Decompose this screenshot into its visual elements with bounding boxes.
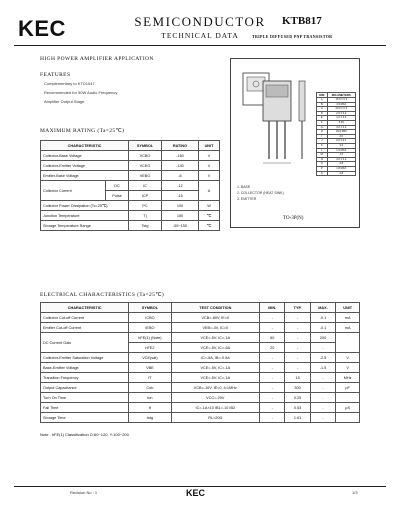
table-row xyxy=(41,393,360,403)
max-rating-table xyxy=(40,140,220,231)
cell-mm: 0.6 ± 0.1 xyxy=(327,139,355,144)
cell-max: - xyxy=(310,343,336,353)
cell-max: - xyxy=(310,413,336,423)
cell-characteristic: Turn On Time xyxy=(41,393,129,403)
column-header: SYMBOL xyxy=(129,303,171,313)
cell-typ: - xyxy=(285,363,310,373)
cell-symbol: fT xyxy=(129,373,171,383)
table-row xyxy=(41,383,360,393)
cell-rating: -55~150 xyxy=(162,221,199,231)
table-row xyxy=(41,413,360,423)
column-header: UNIT xyxy=(336,303,360,313)
cell-dim: I xyxy=(317,134,328,139)
column-header: DIM xyxy=(317,93,328,98)
cell-symbol: VCBO xyxy=(129,151,162,161)
cell-min: 20 xyxy=(260,343,285,353)
cell-unit: ℃ xyxy=(199,211,220,221)
cell-condition: IC=-1A×10 IB1=-10 IB2 xyxy=(171,403,260,413)
cell-mm: 3.2 ± 0.2 xyxy=(327,125,355,130)
column-header: MILLIMETERS xyxy=(327,93,355,98)
column-header: TYP. xyxy=(285,303,310,313)
cell-unit: pF xyxy=(336,383,360,393)
cell-typ: 0.53 xyxy=(285,403,310,413)
cell-typ: - xyxy=(285,323,310,333)
cell-dim: H xyxy=(317,130,328,135)
column-header: MIN. xyxy=(260,303,285,313)
cell-characteristic: Collector Power Dissipation (Tc=25℃) xyxy=(41,201,129,211)
cell-dim: F xyxy=(317,120,328,125)
cell-condition: VCC=-20V xyxy=(171,393,260,403)
cell-symbol: Tstg xyxy=(129,221,162,231)
cell-rating: -15 xyxy=(162,191,199,201)
cell-rating: 100 xyxy=(162,201,199,211)
table-row xyxy=(41,363,360,373)
table-row xyxy=(41,403,360,413)
elec-title: ELECTRICAL CHARACTERISTICS (Ta=25℃) xyxy=(40,292,165,298)
cell-symbol: VBE xyxy=(129,363,171,373)
cell-condition: VCB=-10V, IE=0, f=1MHz xyxy=(171,383,260,393)
table-row xyxy=(41,313,360,323)
column-header: CHARACTERISTIC xyxy=(41,141,129,151)
cell-symbol: VCEO xyxy=(129,161,162,171)
max-rating-title: MAXIMUM RATING (Ta=25℃) xyxy=(40,128,125,134)
elec-rows xyxy=(41,313,360,423)
cell-dim: E xyxy=(317,116,328,121)
cell-characteristic: Base-Emitter Voltage xyxy=(41,363,129,373)
cell-rating: -6 xyxy=(162,171,199,181)
cell-unit: mA xyxy=(336,323,360,333)
table-row xyxy=(41,323,360,333)
cell-dim: K xyxy=(317,143,328,148)
cell-symbol: tstg xyxy=(129,413,171,423)
footer-logo: KEC xyxy=(186,488,206,498)
cell-characteristic: Collector Cut-off Current xyxy=(41,313,129,323)
cell-characteristic: Output Capacitance xyxy=(41,383,129,393)
cell-unit: ℃ xyxy=(199,221,220,231)
table-row xyxy=(41,373,360,383)
cell-dim: N xyxy=(317,157,328,162)
cell-characteristic: Collector-Emitter Voltage xyxy=(41,161,129,171)
cell-rating: -160 xyxy=(162,151,199,161)
column-header: MAX. xyxy=(310,303,336,313)
pin-label: 3. EMITTER xyxy=(237,197,257,201)
cell-mm: 4.9 MAX xyxy=(327,102,355,107)
cell-dim: P xyxy=(317,166,328,171)
cell-mm: 3.0 ± 0.2 xyxy=(327,157,355,162)
cell-symbol: VEBO xyxy=(129,171,162,181)
cell-dim: J xyxy=(317,139,328,144)
cell-unit xyxy=(336,413,360,423)
cell-dim: D xyxy=(317,111,328,116)
cell-dim: G xyxy=(317,125,328,130)
cell-sub: Pulse xyxy=(106,191,129,201)
feature-item: Recommended for 50W Audio Frequency xyxy=(44,90,118,95)
cell-condition: RL=20Ω xyxy=(171,413,260,423)
column-header: RATING xyxy=(162,141,199,151)
cell-characteristic: Fall Time xyxy=(41,403,129,413)
cell-unit: MHz xyxy=(336,373,360,383)
cell-unit: V xyxy=(199,161,220,171)
table-row xyxy=(41,171,220,181)
table-row xyxy=(41,161,220,171)
cell-typ: 300 xyxy=(285,383,310,393)
cell-dim: B xyxy=(317,102,328,107)
part-type: TRIPLE DIFFUSED PNP TRANSISTOR xyxy=(252,34,333,39)
cell-max: -1.5 xyxy=(310,363,336,373)
elec-table xyxy=(40,302,360,423)
cell-characteristic: Collector Current xyxy=(41,181,106,201)
column-header: TEST CONDITION xyxy=(171,303,260,313)
technical-data-title: TECHNICAL DATA xyxy=(161,31,239,40)
features-title: FEATURES xyxy=(40,72,71,78)
cell-mm: 2.0 xyxy=(327,134,355,139)
kec-logo: KEC xyxy=(18,16,66,41)
cell-mm: 3.3 xyxy=(327,143,355,148)
cell-typ: 1.61 xyxy=(285,413,310,423)
column-header: UNIT xyxy=(199,141,220,151)
cell-characteristic: Storage Time xyxy=(41,413,129,423)
table-header-row xyxy=(41,141,220,151)
cell-typ: - xyxy=(285,343,310,353)
table-row xyxy=(41,151,220,161)
cell-characteristic: Collector-Base Voltage xyxy=(41,151,129,161)
cell-mm: 4.8 xyxy=(327,162,355,167)
cell-dim: O xyxy=(317,162,328,167)
cell-unit: V xyxy=(336,363,360,373)
table-row xyxy=(41,353,360,363)
cell-dim: L xyxy=(317,148,328,153)
pin-label: 2. COLLECTOR (HEAT SINK) xyxy=(237,191,284,195)
cell-max: -0.1 xyxy=(310,323,336,333)
cell-max: -2.5 xyxy=(310,353,336,363)
cell-mm: 5.45 xyxy=(327,120,355,125)
cell-unit xyxy=(336,393,360,403)
cell-sub: DC xyxy=(106,181,129,191)
cell-dim: Q xyxy=(317,171,328,176)
part-number: KTB817 xyxy=(282,15,322,27)
header-divider xyxy=(14,45,386,46)
cell-max: 200 xyxy=(310,333,336,343)
cell-max: - xyxy=(310,373,336,383)
cell-min: - xyxy=(260,403,285,413)
cell-condition: IC=-5A, IB=-0.5A xyxy=(171,353,260,363)
cell-symbol: Cob xyxy=(129,383,171,393)
cell-rating: -140 xyxy=(162,161,199,171)
cell-min: - xyxy=(260,383,285,393)
cell-symbol: VCE(sat) xyxy=(129,353,171,363)
cell-symbol: hFE2 xyxy=(129,343,171,353)
cell-condition: VEB=-4V, IC=0 xyxy=(171,323,260,333)
cell-unit: V xyxy=(199,151,220,161)
cell-min: - xyxy=(260,353,285,363)
cell-mm: 2.8 xyxy=(327,171,355,176)
cell-dim: C xyxy=(317,107,328,112)
cell-min: - xyxy=(260,393,285,403)
cell-typ: 15 xyxy=(285,373,310,383)
cell-mm: 1.8 MAX xyxy=(327,166,355,171)
cell-condition: VCE=-5V, IC=-1A xyxy=(171,373,260,383)
classification-note: Note : hFE(1) Classification O:60~120, Y:100~200 xyxy=(40,432,129,437)
cell-symbol: PC xyxy=(129,201,162,211)
column-header: SYMBOL xyxy=(129,141,162,151)
cell-symbol: ton xyxy=(129,393,171,403)
cell-mm: 20.0 MIN xyxy=(327,130,355,135)
cell-condition: VCB=-80V, IE=0 xyxy=(171,313,260,323)
pin-label: 1. BASE xyxy=(237,185,251,189)
cell-characteristic: DC Current Gain xyxy=(41,333,129,353)
cell-max: - xyxy=(310,383,336,393)
footer-divider xyxy=(14,486,386,487)
cell-unit: μS xyxy=(336,403,360,413)
cell-dim: M xyxy=(317,153,328,158)
cell-mm: 1.0 ± 0.2 xyxy=(327,116,355,121)
dimension-table xyxy=(316,92,356,176)
footer-page: 1/3 xyxy=(352,490,358,495)
cell-min: - xyxy=(260,323,285,333)
cell-min: - xyxy=(260,363,285,373)
table-row xyxy=(41,201,220,211)
cell-min: 60 xyxy=(260,333,285,343)
cell-unit: A xyxy=(199,181,220,201)
cell-unit xyxy=(336,333,360,353)
application-title: HIGH POWER AMPLIFIER APPLICATION xyxy=(40,56,154,62)
cell-min: - xyxy=(260,413,285,423)
cell-typ: - xyxy=(285,313,310,323)
cell-rating: 150 xyxy=(162,211,199,221)
table-row xyxy=(41,211,220,221)
cell-symbol: IEBO xyxy=(129,323,171,333)
cell-typ: - xyxy=(285,353,310,363)
table-row xyxy=(41,181,220,191)
table-row xyxy=(41,221,220,231)
column-header: CHARACTERISTIC xyxy=(41,303,129,313)
cell-characteristic: Junction Temperature xyxy=(41,211,129,221)
cell-unit: V xyxy=(199,171,220,181)
cell-mm: 2.0 ± 0.2 xyxy=(327,111,355,116)
dimension-rows xyxy=(317,98,356,176)
cell-max: - xyxy=(310,403,336,413)
cell-condition: VCE=-5V, IC=-6A xyxy=(171,343,260,353)
cell-characteristic: Collector-Emitter Saturation Voltage xyxy=(41,353,129,363)
table-header-row xyxy=(41,303,360,313)
cell-characteristic: Storage Temperature Range xyxy=(41,221,129,231)
cell-characteristic: Transition Frequency xyxy=(41,373,129,383)
footer-revision: Revision No : 1 xyxy=(70,490,98,495)
table-row xyxy=(41,333,360,343)
package-name: TO-3P(N) xyxy=(283,216,304,221)
cell-unit: W xyxy=(199,201,220,211)
cell-mm: 1.0 MAX xyxy=(327,148,355,153)
cell-symbol: ICBO xyxy=(129,313,171,323)
feature-item: Complementary to KTD1047. xyxy=(44,81,96,86)
semiconductor-title: SEMICONDUCTOR xyxy=(134,14,266,29)
cell-min: - xyxy=(260,373,285,383)
cell-condition: VCE=-5V, IC=-1A xyxy=(171,333,260,343)
cell-symbol: ICP xyxy=(129,191,162,201)
feature-item: Amplifier Output Stage. xyxy=(44,99,86,104)
cell-characteristic: Emitter-Base Voltage xyxy=(41,171,129,181)
cell-unit: mA xyxy=(336,313,360,323)
table-header-row xyxy=(317,93,356,98)
cell-symbol: hFE(1) (Note) xyxy=(129,333,171,343)
cell-condition: VCE=-5V, IC=-1A xyxy=(171,363,260,373)
table-row xyxy=(317,171,356,176)
cell-min: - xyxy=(260,313,285,323)
cell-max: - xyxy=(310,393,336,403)
cell-unit: V xyxy=(336,353,360,363)
cell-symbol: tf xyxy=(129,403,171,413)
cell-typ: 0.25 xyxy=(285,393,310,403)
cell-rating: -12 xyxy=(162,181,199,191)
cell-mm: 1.5 xyxy=(327,153,355,158)
cell-dim: A xyxy=(317,98,328,103)
cell-symbol: IC xyxy=(129,181,162,191)
cell-mm: 20.0 ± 0.3 xyxy=(327,107,355,112)
cell-characteristic: Emitter Cut-off Current xyxy=(41,323,129,333)
cell-typ: - xyxy=(285,333,310,343)
cell-symbol: Tj xyxy=(129,211,162,221)
cell-mm: 15.9 ± 0.3 xyxy=(327,98,355,103)
cell-max: -0.1 xyxy=(310,313,336,323)
